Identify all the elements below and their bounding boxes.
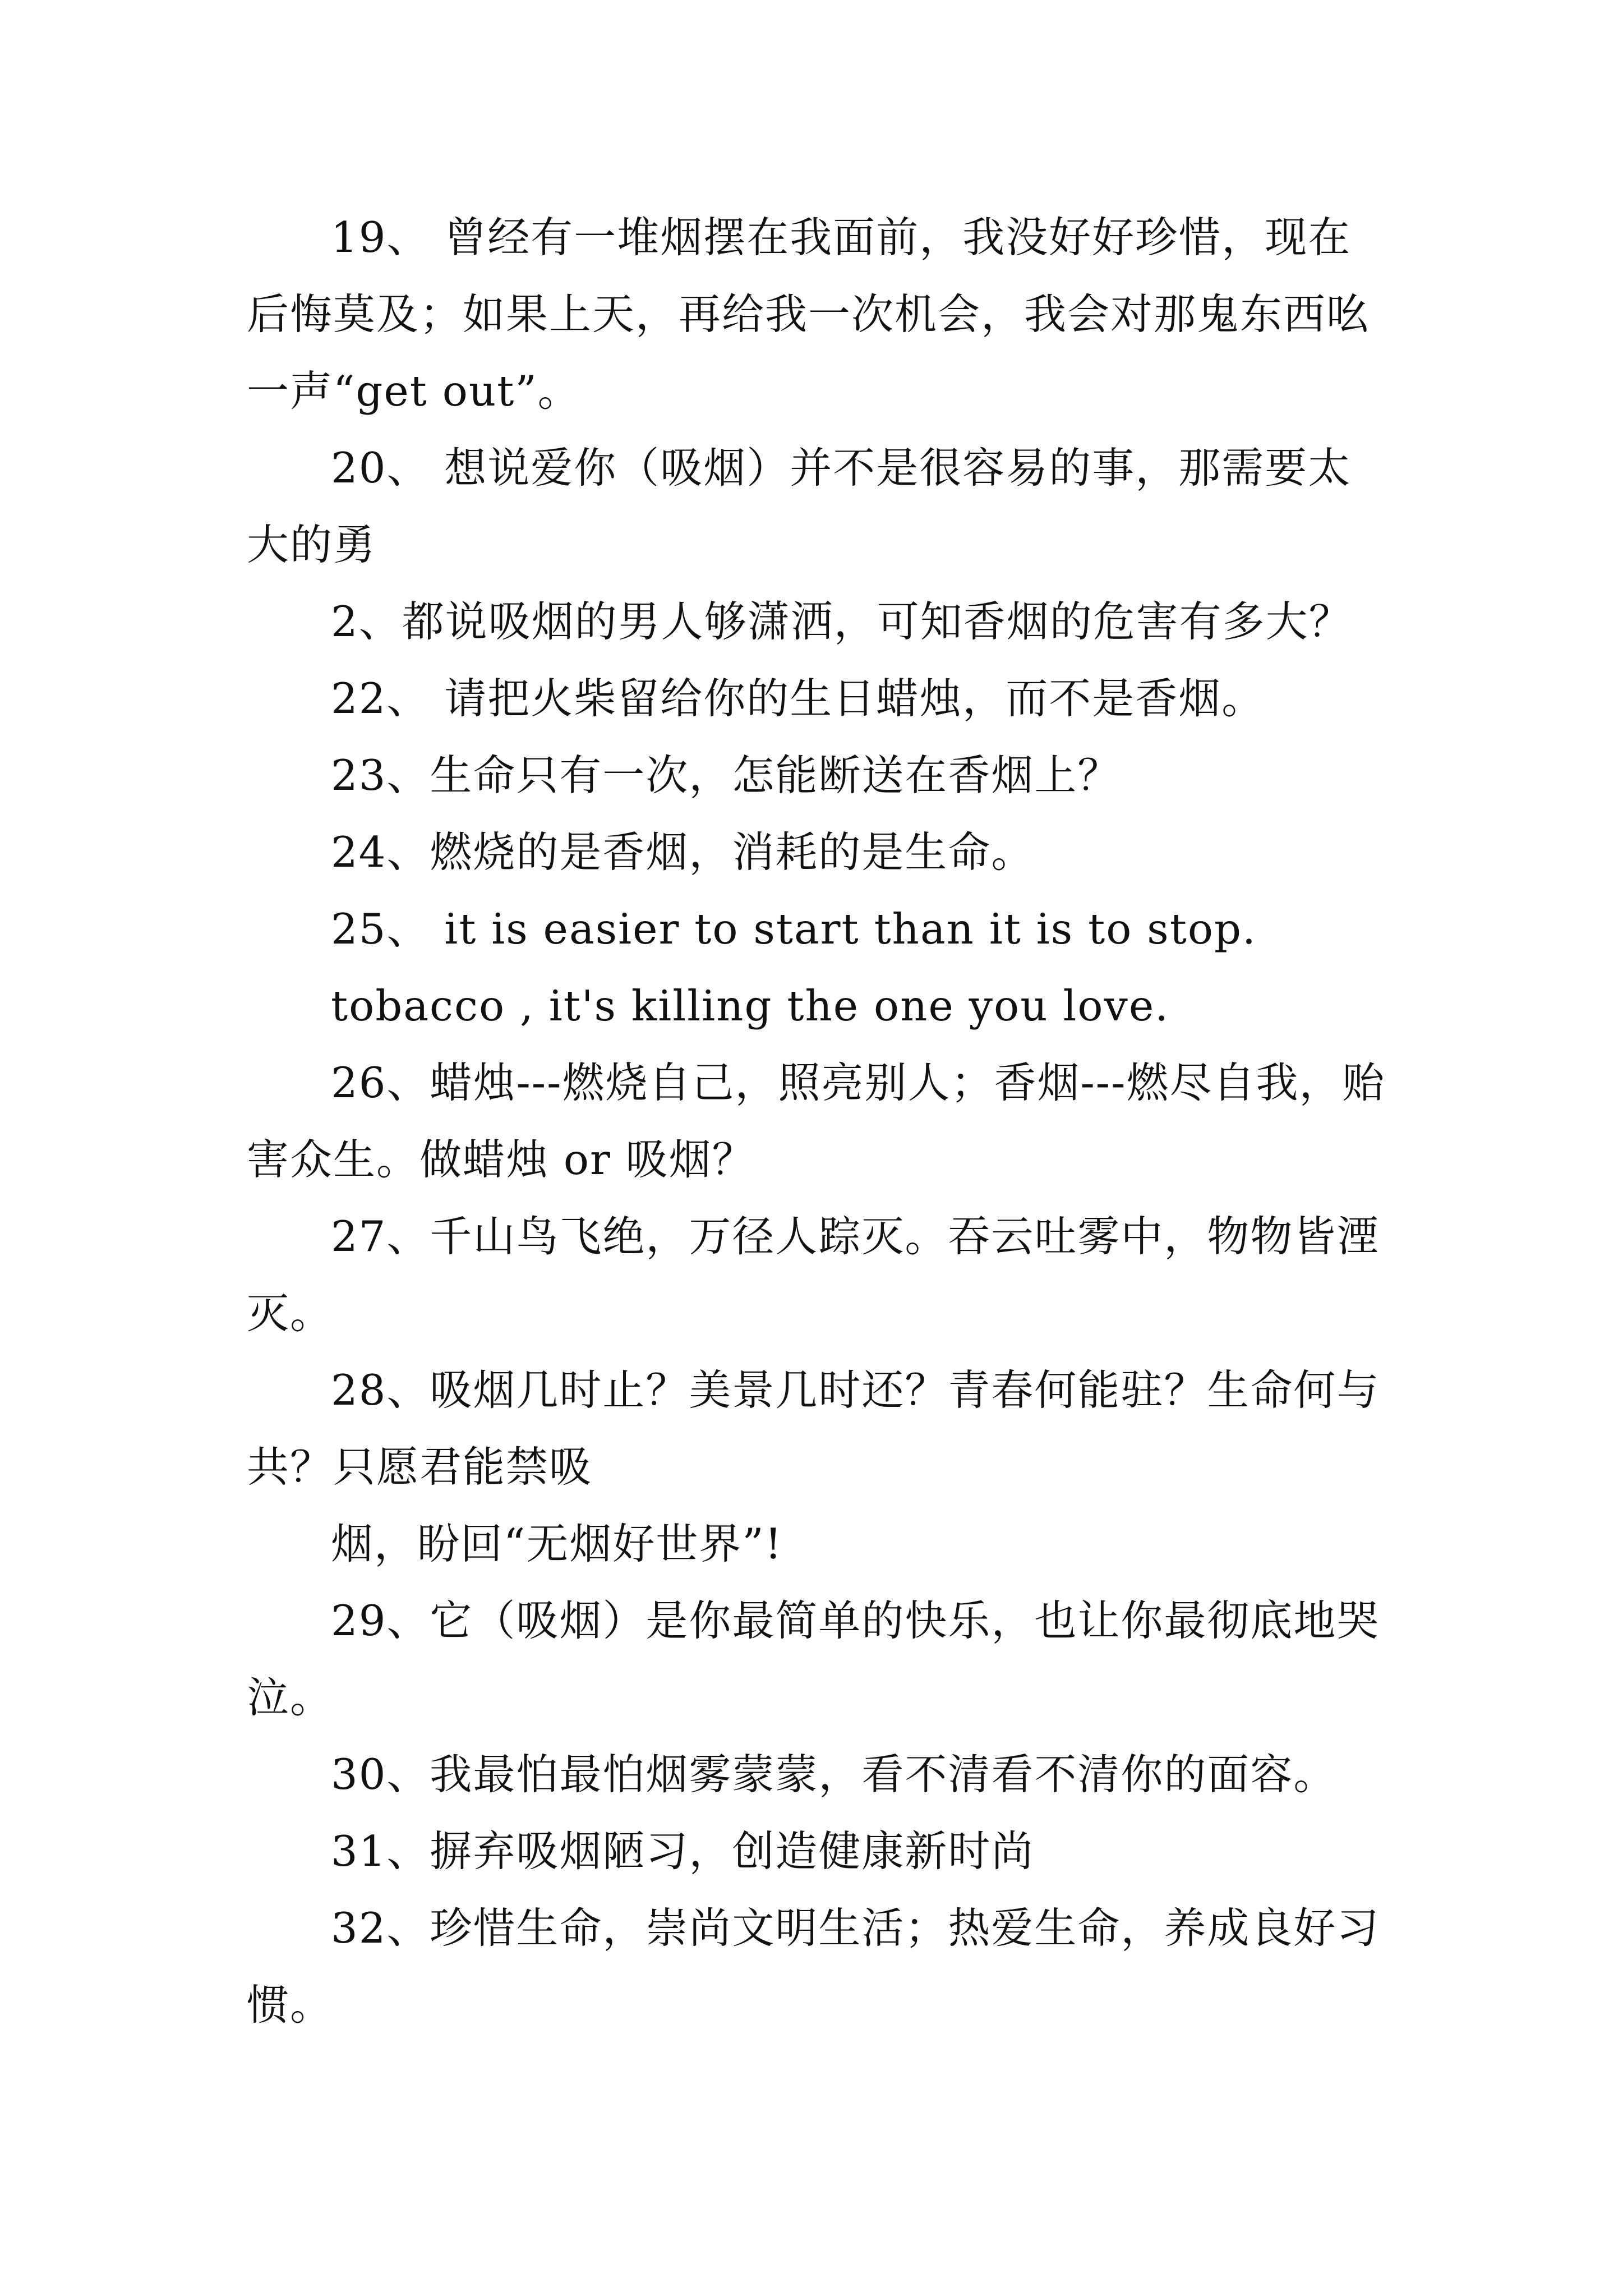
paragraph-31: 31、摒弃吸烟陋习，创造健康新时尚 [331,1826,1035,1876]
paragraph-30: 30、我最怕最怕烟雾蒙蒙，看不清看不清你的面容。 [331,1750,1337,1799]
paragraph-22: 22、 请把火柴留给你的生日蜡烛，而不是香烟。 [331,674,1265,723]
paragraph-27: 27、千山鸟飞绝，万径人踪灭。吞云吐雾中，物物皆湮灭。 [247,1212,1380,1338]
paragraph-26: 26、蜡烛---燃烧自己，照亮别人；香烟---燃尽自我，贻害众生。做蜡烛 or 吸烟？ [247,1058,1386,1184]
paragraph-28: 28、吸烟几时止？美景几时还？青春何能驻？生命何与共？只愿君能禁吸 [247,1365,1380,1492]
body-text [247,199,1391,2044]
paragraph-32: 32、珍惜生命，崇尚文明生活；热爱生命，养成良好习惯。 [247,1903,1380,2030]
paragraph-29: 29、它（吸烟）是你最简单的快乐，也让你最彻底地哭泣。 [247,1596,1380,1722]
paragraph-2: 2、都说吸烟的男人够潇洒，可知香烟的危害有多大？ [331,597,1352,646]
paragraph-23: 23、生命只有一次，怎能断送在香烟上？ [331,751,1121,800]
paragraph-25: 25、 it is easier to start than it is to stop. [331,904,1257,954]
paragraph-28-continued: 烟，盼回“无烟好世界”! [331,1519,783,1568]
paragraph-24: 24、燃烧的是香烟，消耗的是生命。 [331,827,1035,877]
paragraph-19: 19、 曾经有一堆烟摆在我面前，我没好好珍惜，现在后悔莫及；如果上天，再给我一次机会，我会对那鬼东西吆一声“get out”。 [247,213,1370,416]
paragraph-25-continued: tobacco , it's killing the one you love. [331,981,1170,1030]
paragraph-20: 20、 想说爱你（吸烟）并不是很容易的事，那需要太大的勇 [247,443,1352,569]
